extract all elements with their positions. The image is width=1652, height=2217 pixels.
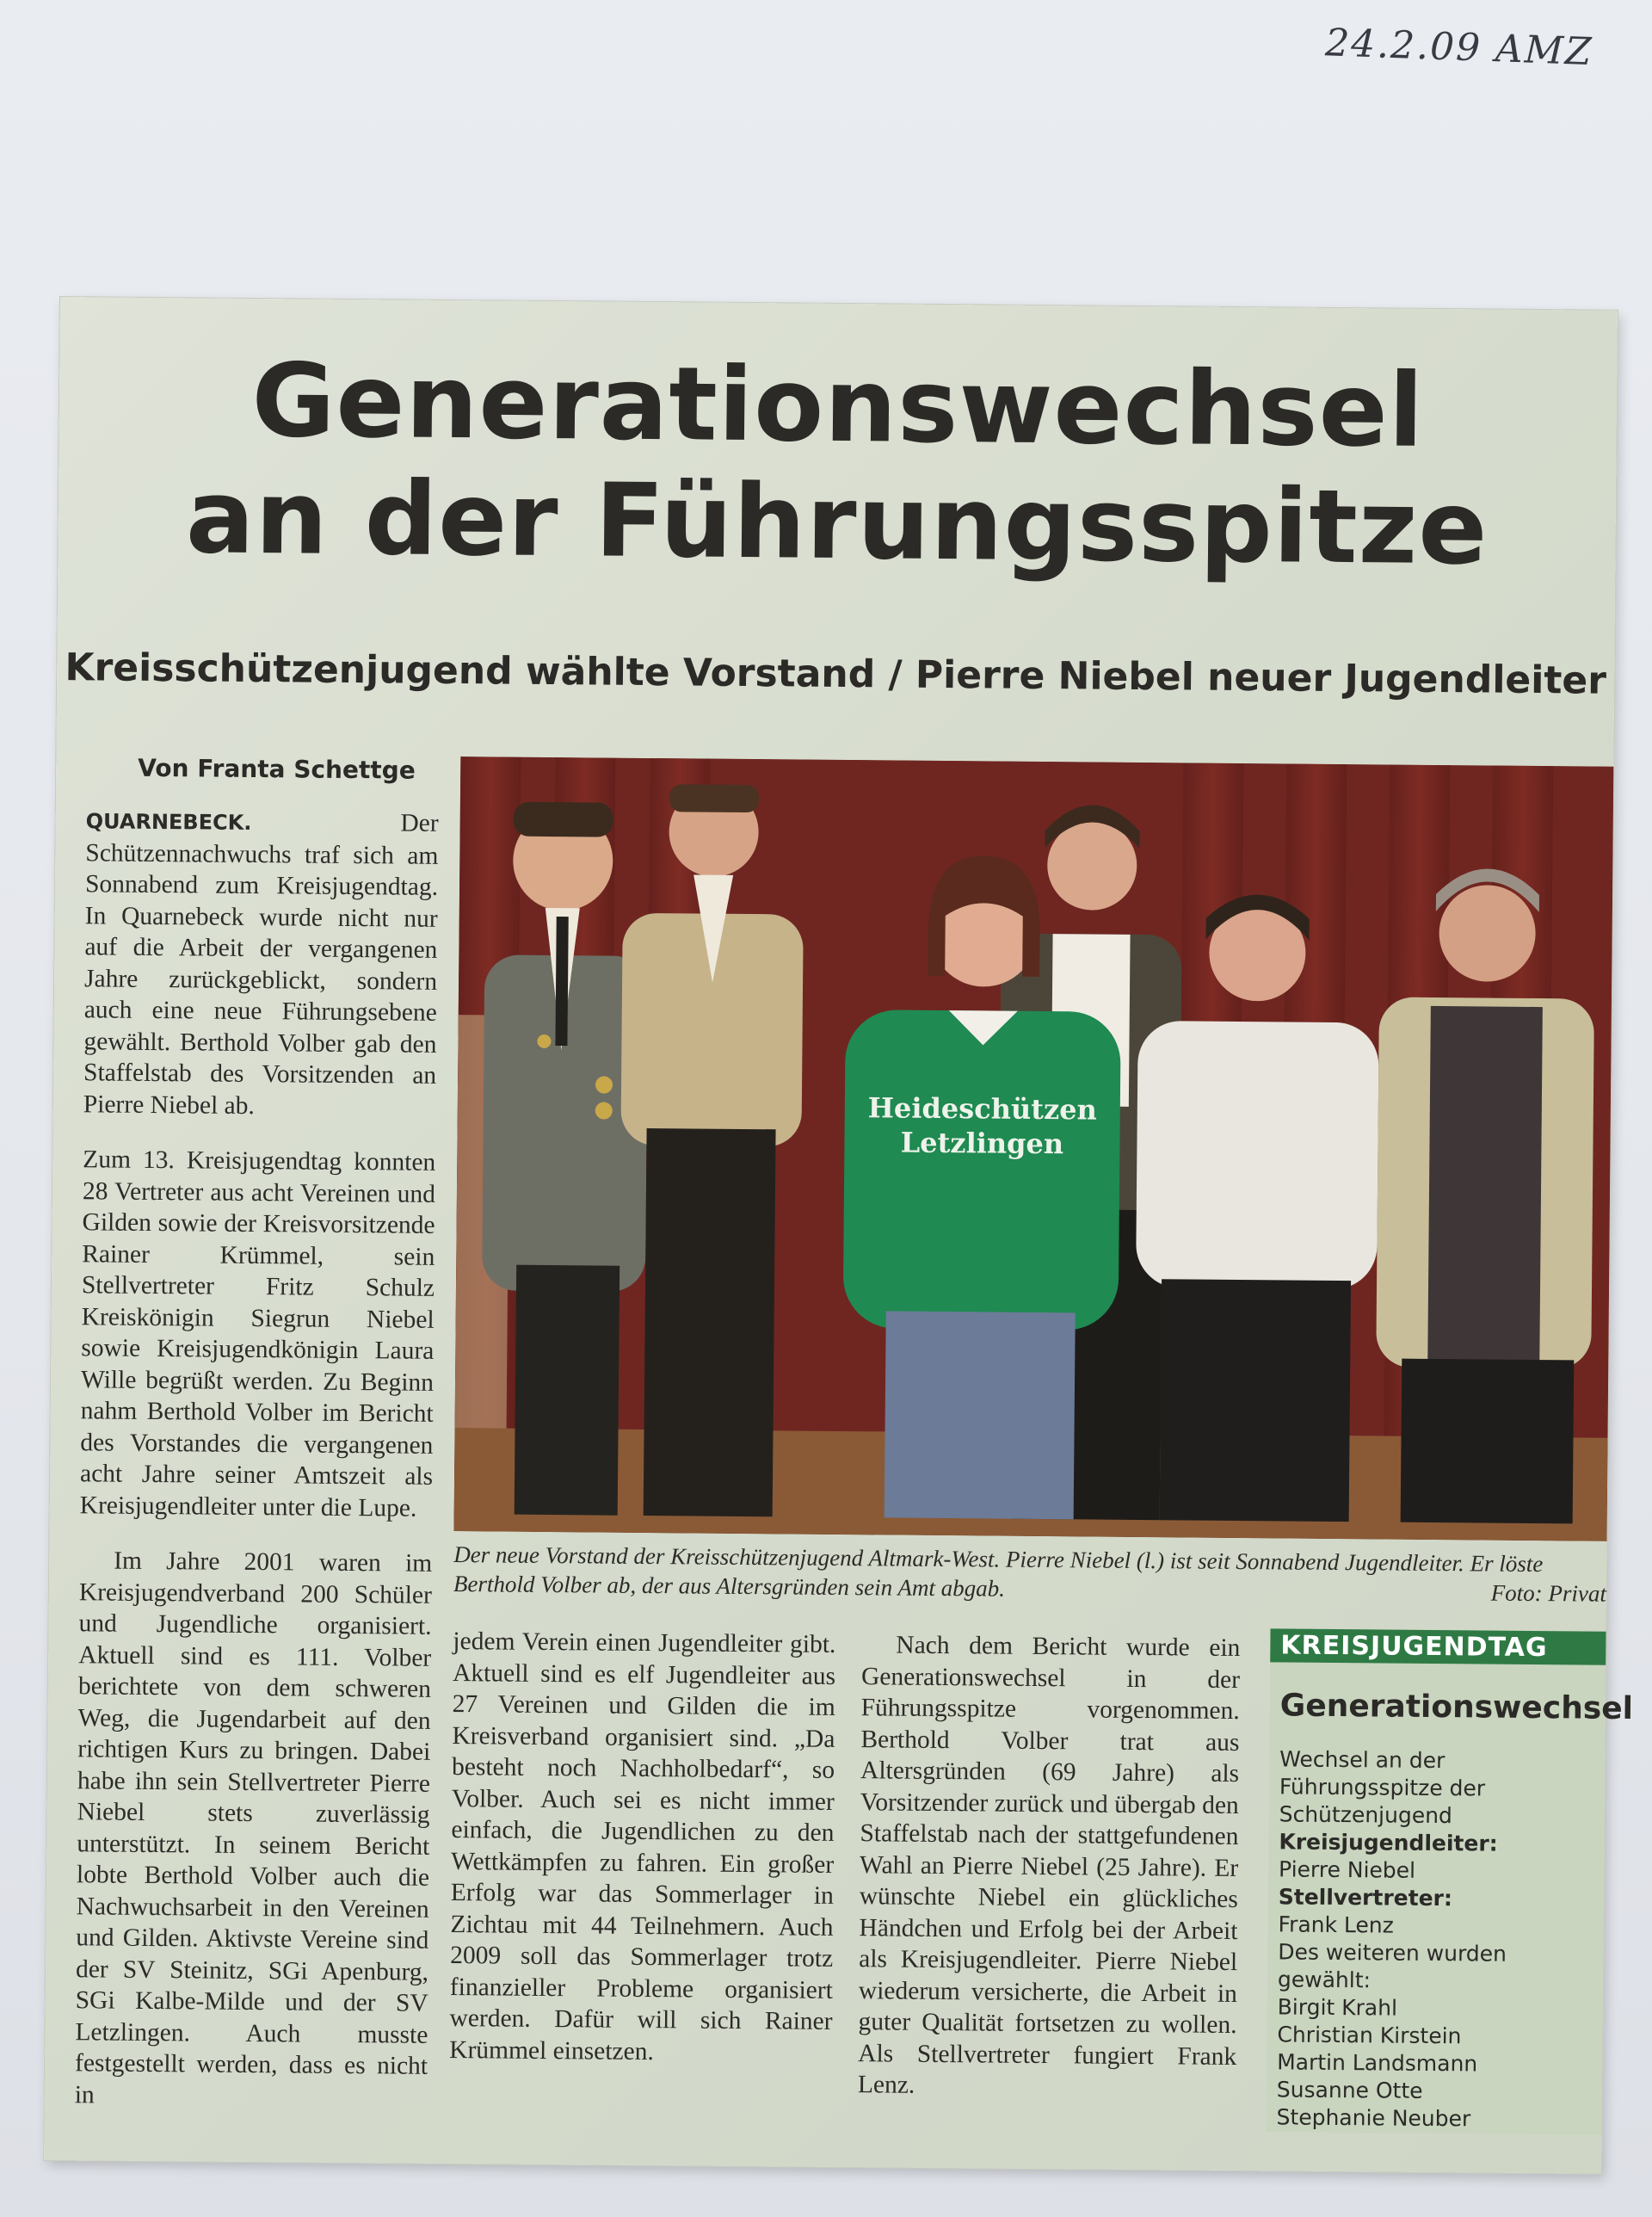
label-stellvertreter: Stellvertreter: [1278,1884,1453,1911]
caption-text: Der neue Vorstand der Kreisschützenjugend Altmark-West. Pierre Niebel (l.) ist seit Sonnabend Jugendleiter. Er löste Berthold Volber ab, der aus Altersgründen sein Amt abgab. [453,1541,1544,1602]
article-column-2 [449,1626,836,2093]
value-kreisjugendleiter: Pierre Niebel [1278,1856,1416,1883]
article-column-3 [858,1629,1241,2127]
label-kreisjugendleiter: Kreisjugendleiter: [1279,1829,1498,1856]
info-box-kicker: KREISJUGENDTAG [1270,1628,1606,1664]
subheadline: Kreisschützenjugend wählte Vorstand / Pierre Niebel neuer Jugendleiter [65,645,1607,703]
info-box [1266,1628,1634,2134]
lead-text: Der Schützennachwuchs traf sich am Sonnabend zum Kreisjugendtag. In Quarnebeck wurde nicht nur auf die Arbeit der vergangenen Jahre zurückgeblickt, sondern auch eine neue Führungsebene gewählt. Berthold Volber gab den Staffelstab des Vorsitzenden an Pierre Niebel ab. [83,809,439,1120]
article-column-1 [74,805,438,2138]
member-name: Birgit Krahl [1277,1994,1398,2021]
article-paragraph-5: Nach dem Bericht wurde ein Generationswechsel in der Führungsspitze vorgenommen. Berthold Volber trat aus Altersgründen (69 Jahre) als Vorsitzender zurück und übergab den Staffelstab nach der stattgefundenen Wahl an Pierre Niebel (25 Jahre). Er wünschte Niebel ein glückliches Händchen und Erfolg bei der Arbeit als Kreisjugendleiter. Pierre Niebel wiederum versicherte, die Arbeit in guter Qualität fortsetzen zu wollen. Als Stellvertreter fungiert Frank Lenz. [857,1631,1241,2099]
photo-credit: Foto: Privat [1490,1579,1607,1607]
member-name: Susanne Otte [1276,2077,1423,2103]
sweatshirt-text-line-1: Heideschützen [867,1091,1098,1127]
byline: Von Franta Schettge [138,753,416,785]
headline [58,340,1617,588]
sweatshirt-text-line-2: Letzlingen [900,1126,1064,1161]
handwritten-date-note: 24.2.09 AMZ [1324,21,1594,75]
photo-caption [453,1540,1607,1609]
newspaper-clipping [44,297,1634,2174]
member-name: Christian Kirstein [1277,2022,1462,2049]
member-name: Stephanie Neuber [1276,2104,1471,2132]
group-photo-illustration [454,756,1614,1541]
headline-line-2: an der Führungsspitze [185,457,1489,588]
info-box-title: Generationswechsel [1279,1688,1634,1727]
dateline: QUARNEBECK. [85,809,252,835]
article-paragraph-4: jedem Verein einen Jugendleiter gibt. Aktuell sind es elf Jugendleiter aus 27 Vereinen und Gilden die im Kreisverband organisiert sind. „Da besteht noch Nachholbedarf“, so Volber. Auch sei es nicht immer einfach, die Jugendlichen zu den Wettkämpfen zu fahren. Ein großer Erfolg war das Sommerlager in Zichtau mit 44 Teilnehmern. Auch 2009 soll das Sommerlager trotz finanzieller Probleme organisiert werden. Dafür will sich Rainer Krümmel einsetzen. [449,1627,836,2066]
info-box-intro: Wechsel an der Führungsspitze der Schützenjugend [1279,1746,1486,1829]
lead-paragraph [83,805,439,1123]
member-name: Martin Landsmann [1277,2049,1478,2077]
group-photo [454,756,1614,1541]
article-paragraph-2: Zum 13. Kreisjugendtag konnten 28 Vertreter aus acht Vereinen und Gilden sowie der Kreisvorsitzende Rainer Krümmel, sein Stellvertreter Fritz Schulz Kreiskönigin Siegrun Niebel sowie Kreisjugendkönigin Laura Wille begrüßt werden. Zu Beginn nahm Berthold Volber im Bericht des Vorstandes die vergangenen acht Jahre seiner Amtszeit als Kreisjugendleiter unter die Lupe. [79,1146,436,1522]
value-stellvertreter: Frank Lenz [1278,1911,1394,1938]
label-weitere-gewaehlte: Des weiteren wurden gewählt: [1277,1939,1507,1993]
article-paragraph-3: Im Jahre 2001 waren im Kreisjugendverband 200 Schüler und Jugendliche organisiert. Aktuell sind es 111. Volber berichtete von dem schweren Weg, die Jugendarbeit auf den richtigen Kurs zu bringen. Dabei habe ihn sein Stellvertreter Pierre Niebel stets zuverlässig unterstützt. In seinem Bericht lobte Berthold Volber auch die Nachwuchsarbeit in den Vereinen und Gilden. Aktivste Vereine sind der SV Steinitz, SGi Apenburg, SGi Kalbe-Milde und der SV Letzlingen. Auch musste festgestellt werden, dass es nicht in [74,1547,433,2109]
headline-line-1: Generationswechsel [251,340,1425,470]
